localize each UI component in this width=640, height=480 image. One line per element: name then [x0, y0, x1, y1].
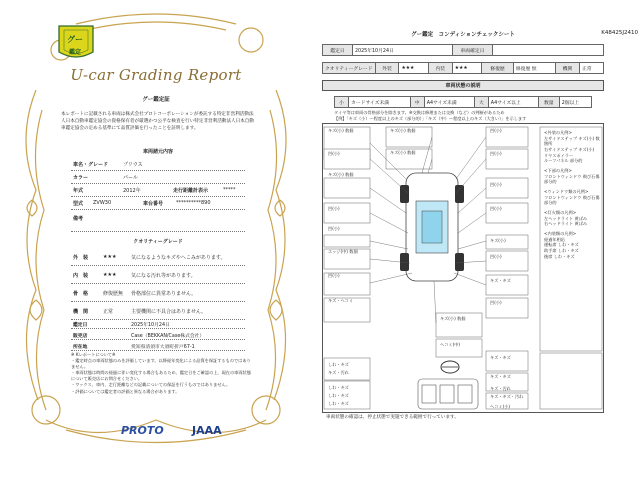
interior-label: しわ・キズ	[328, 393, 349, 398]
vin-label: 車台番号	[143, 201, 164, 207]
chassis-row	[71, 197, 245, 210]
interior-diagram	[418, 379, 478, 409]
grade-table	[322, 62, 604, 74]
size-cell: A4サイズ未満	[424, 97, 474, 108]
legend-line: <下部の凡例>	[544, 168, 572, 174]
certificate	[6, 0, 306, 470]
issue-date-row	[71, 318, 245, 329]
grade-cell: ★★★	[452, 63, 481, 74]
sheet-note-2: 【例】「キズ（小）～程度以上のキズ（部分的）」「キズ（中）～程度以上のキズ（大きい）」を示します	[334, 116, 527, 121]
jaaa-logo: JAAA	[192, 424, 222, 437]
legend-line: 右ヘッドライト 黄ばみ	[544, 221, 588, 227]
sheet-note-1: タイヤ等は車両の骨格部分を除きます。※交換は修理または交換（など）の判断があるため	[334, 110, 505, 115]
damage-label: 凹(小)	[490, 206, 502, 211]
state-header: 車両状態の説明	[322, 80, 604, 91]
legend-line: 左サイドステップ キズ(小) 数箇所	[544, 135, 600, 147]
grade-label: 内 装	[73, 273, 89, 279]
grade-text: 気になるようなキズやへこみがあります。	[131, 255, 226, 261]
legend-line: ルーフパネル 部分的	[544, 158, 583, 164]
interior-label: キズ・汚れ	[490, 386, 511, 391]
model-row	[71, 158, 245, 171]
legend-line: <灯火類の凡例>	[544, 210, 577, 216]
grade-text: 骨格部位に異常ありません。	[131, 291, 197, 297]
damage-label: 凹(小)	[490, 254, 502, 259]
interior-label: しわ・キズ	[328, 362, 349, 367]
chassis-value: ZVW30	[93, 200, 112, 206]
proto-logo: PROTO	[121, 424, 164, 437]
grade-text: 気になる汚れ等があります。	[131, 273, 196, 279]
interior-label: ヘコミ(小)	[490, 404, 511, 409]
damage-label: 凹(小)	[490, 128, 502, 133]
certificate-notes	[71, 352, 251, 395]
mileage-label: 走行距離計表示	[173, 188, 209, 194]
grade-cell: 修復歴 無	[513, 63, 555, 74]
model-label: 車名・グレード	[73, 162, 109, 168]
damage-label: キズ(小) 数個	[390, 128, 416, 133]
car-top-view	[400, 173, 464, 281]
color-label: カラー	[73, 175, 89, 181]
address-value: 愛知県清須市大須町折戸67-1	[131, 345, 195, 350]
note-line: ※ Kレポートについて※	[71, 352, 116, 357]
damage-label: キズ(小) 数個	[328, 128, 354, 133]
certificate-subtitle: グー鑑定証	[142, 97, 170, 103]
damage-label: キズ・キズ	[490, 278, 511, 283]
address-label: 所在地	[73, 345, 88, 350]
grade-stars: 正常	[103, 309, 114, 315]
quality-section-title: クオリティーグレード	[133, 239, 183, 245]
damage-label: エッジ(中) 数個	[328, 249, 358, 254]
remarks-label: 備考	[73, 216, 84, 222]
grade-row-exterior	[71, 248, 245, 266]
damage-label: 凹(小)	[490, 300, 502, 305]
grade-row-frame	[71, 284, 245, 302]
issue-date-value: 2025年10月24日	[131, 323, 170, 328]
grade-cell: 機関	[556, 63, 580, 74]
model-value: プリウス	[123, 162, 143, 168]
seal-bottom-text: 鑑定	[68, 49, 81, 56]
legend-line: リヤスポイラー	[544, 152, 574, 158]
grade-cell: 外装	[375, 63, 399, 74]
sheet-title: グー鑑定 コンディションチェックシート	[411, 32, 515, 38]
damage-label: 凹(小)	[328, 151, 340, 156]
sheet-code: K48425J2410	[601, 30, 638, 36]
year-row	[71, 184, 245, 197]
grade-label: 骨 格	[73, 291, 89, 297]
grade-cell: ★★★	[399, 63, 428, 74]
note-line: ・評価については鑑定者の評価と異なる場合があります。	[71, 388, 180, 394]
damage-label: 凹(小)	[490, 151, 502, 156]
damage-label: 凹(小)	[328, 226, 340, 231]
certificate-title: U-car Grading Report	[70, 66, 242, 84]
damage-label: キズ・ヘコミ	[328, 298, 354, 303]
damage-label: キズ(小)	[490, 238, 506, 243]
legend-line: <外装の凡例>	[544, 130, 572, 135]
grade-label: 機 関	[73, 309, 89, 315]
legend-line: 運転席 しわ・キズ	[544, 242, 579, 248]
grade-label: 外 装	[73, 255, 89, 261]
grade-stars: 修復歴無	[103, 291, 124, 297]
damage-label: キズ(小) 数個	[390, 150, 416, 155]
mileage-value: *****	[223, 187, 236, 193]
legend-line: <ウィンドウ類の凡例>	[544, 189, 589, 195]
interior-label: キズ・キズ・汚れ	[490, 394, 524, 399]
color-row	[71, 171, 245, 184]
legend-line: 左ヘッドライト 黄ばみ	[544, 215, 588, 221]
note-line: ・鑑定時点の車両状態のみを評価しています。以降経年変化による品質を保証するものではありません。	[71, 358, 251, 370]
legend-line: フロントウィンドウ 飛び石傷 部分的	[544, 173, 600, 185]
date-label: 鑑定日	[323, 45, 353, 56]
shop-label: 販売店	[73, 334, 88, 339]
legend-line: 経過年相応	[544, 236, 565, 242]
sheet-footer: 車両状態の確認は、停止状態で実施できる範囲で行っています。	[326, 415, 459, 420]
grade-cell: 修復歴	[482, 63, 514, 74]
interior-label: しわ・キズ	[328, 401, 349, 406]
legend-line: 後席 しわ・キズ	[544, 253, 575, 259]
legend-line: フロントウィンドウ 飛び石傷 部分的	[544, 194, 600, 206]
shop-value: Case（BEKKAN/Case株式会社）	[131, 334, 205, 339]
interior-label: キズ・キズ	[490, 374, 511, 379]
legend-line: 右サイドステップ キズ(小)	[544, 147, 595, 153]
date-table	[322, 44, 604, 56]
damage-label: キズ(小) 数個	[440, 316, 466, 321]
steering-wheel-icon	[441, 361, 459, 373]
vin-value: **********890	[176, 200, 211, 206]
remarks-row	[71, 212, 245, 232]
vehicle-date-label: 車両確定日	[453, 45, 493, 56]
chassis-label: 型式	[73, 201, 84, 207]
date-value: 2025年10月24日	[353, 45, 453, 56]
legend-block	[544, 130, 602, 259]
grade-cell: 内装	[428, 63, 452, 74]
damage-label: 凹(小)	[328, 273, 340, 278]
legend-line: <内装類の凡例>	[544, 231, 577, 237]
size-legend-table	[334, 96, 592, 108]
legend-line: 助手席 しわ・キズ	[544, 248, 579, 254]
damage-label: 凹(小)	[490, 182, 502, 187]
note-line: ・車両状態は時間の経過に伴い変化する場合もあるため、鑑定日をご確認の上、現在の車両状態について販売店にお問合せください。	[71, 370, 251, 382]
year-label: 年式	[73, 188, 84, 194]
grade-stars: ★★★	[103, 272, 117, 278]
size-cell: カードサイズ未満	[349, 97, 411, 108]
grade-text: 主要機関に不具合はありません。	[131, 309, 207, 315]
damage-label: 凹(小)	[328, 206, 340, 211]
interior-label: キズ・キズ	[490, 355, 511, 360]
issue-date-label: 鑑定日	[73, 323, 88, 328]
grade-cell: 正常	[579, 63, 603, 74]
size-cell: A4サイズ以上	[488, 97, 538, 108]
grade-stars: ★★★	[103, 254, 117, 260]
address-row	[71, 340, 245, 351]
interior-label: キズ・汚れ	[328, 370, 349, 375]
size-cell: 大	[474, 97, 488, 108]
size-cell: 数量	[538, 97, 559, 108]
damage-label: ヘコミ(中)	[440, 342, 461, 347]
vehicle-date-value	[493, 45, 604, 56]
color-value: パール	[123, 175, 138, 181]
seal-top-text: グー	[67, 35, 83, 44]
size-cell: 小	[335, 97, 349, 108]
interior-label: しわ・キズ	[328, 385, 349, 390]
damage-label: キズ(小) 数個	[328, 172, 354, 177]
note-line: ・ワックス、車内、走行距離などの記載についての保証を行うものではありません。	[71, 382, 231, 388]
size-cell: 中	[410, 97, 424, 108]
shop-row	[71, 329, 245, 340]
size-cell: 2個以上	[559, 97, 591, 108]
grade-label: クオリティーグレード	[323, 63, 376, 74]
certificate-paragraph: 本レポートに記載される車両は株式会社プロトコーポレーションが委託する特定非営利活動法人日本自動車鑑定協会の資格保有者が厳選かつ公平な検査を行い特定非営利活動法人日本自動車鑑定協会の定める基準にて品質評価を行ったことを証明します。	[61, 112, 254, 132]
grade-row-interior	[71, 266, 245, 284]
year-value: 2012年	[123, 188, 141, 194]
spec-section-title: 車両諸元内容	[142, 149, 173, 155]
